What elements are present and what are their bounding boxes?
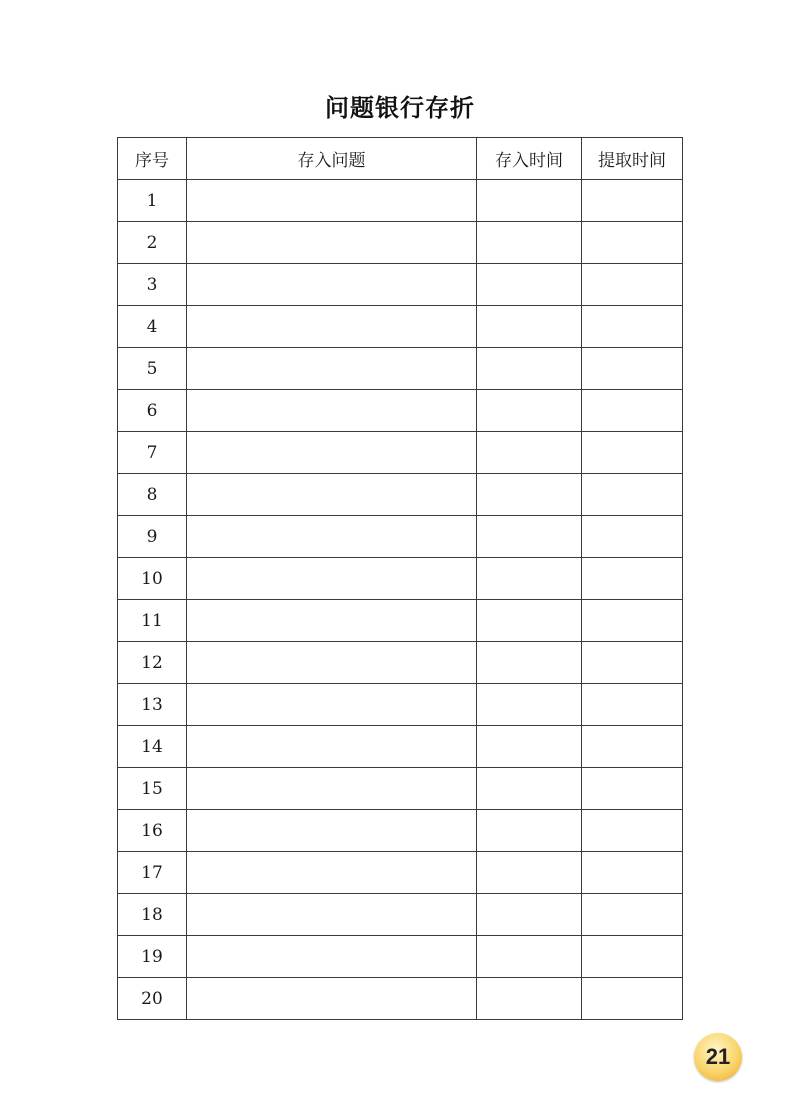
question-cell[interactable] [187,936,477,978]
row-index: 9 [118,516,187,558]
deposit-time-cell[interactable] [477,264,582,306]
deposit-time-cell[interactable] [477,684,582,726]
question-cell[interactable] [187,432,477,474]
withdraw-time-cell[interactable] [582,852,683,894]
row-index: 17 [118,852,187,894]
row-index: 8 [118,474,187,516]
row-index: 6 [118,390,187,432]
deposit-time-cell[interactable] [477,222,582,264]
question-cell[interactable] [187,558,477,600]
withdraw-time-cell[interactable] [582,432,683,474]
withdraw-time-cell[interactable] [582,642,683,684]
row-index: 16 [118,810,187,852]
row-index: 10 [118,558,187,600]
header-row [118,138,683,180]
question-cell[interactable] [187,600,477,642]
row-index: 1 [118,180,187,222]
row-index: 15 [118,768,187,810]
header-deposit-time: 存入时间 [477,138,582,180]
table-row [118,768,683,810]
table-row [118,306,683,348]
question-cell[interactable] [187,726,477,768]
deposit-time-cell[interactable] [477,348,582,390]
deposit-time-cell[interactable] [477,306,582,348]
row-index: 11 [118,600,187,642]
question-cell[interactable] [187,390,477,432]
withdraw-time-cell[interactable] [582,348,683,390]
page-title: 问题银行存折 [325,94,475,122]
row-index: 18 [118,894,187,936]
header-index: 序号 [118,138,187,180]
question-cell[interactable] [187,516,477,558]
table-row [118,264,683,306]
deposit-time-cell[interactable] [477,600,582,642]
withdraw-time-cell[interactable] [582,516,683,558]
question-cell[interactable] [187,306,477,348]
row-index: 14 [118,726,187,768]
table-row [118,348,683,390]
table-row [118,600,683,642]
header-withdraw-time: 提取时间 [582,138,683,180]
deposit-time-cell[interactable] [477,180,582,222]
deposit-time-cell[interactable] [477,390,582,432]
withdraw-time-cell[interactable] [582,894,683,936]
withdraw-time-cell[interactable] [582,726,683,768]
row-index: 20 [118,978,187,1020]
deposit-time-cell[interactable] [477,768,582,810]
table-row [118,936,683,978]
table-row [118,516,683,558]
withdraw-time-cell[interactable] [582,936,683,978]
question-cell[interactable] [187,978,477,1020]
table-row [118,432,683,474]
withdraw-time-cell[interactable] [582,768,683,810]
question-cell[interactable] [187,264,477,306]
table-body [118,180,683,1020]
header-question: 存入问题 [187,138,477,180]
deposit-time-cell[interactable] [477,474,582,516]
question-cell[interactable] [187,684,477,726]
table-row [118,222,683,264]
row-index: 19 [118,936,187,978]
row-index: 7 [118,432,187,474]
table-row [118,180,683,222]
question-cell[interactable] [187,474,477,516]
withdraw-time-cell[interactable] [582,474,683,516]
question-cell[interactable] [187,768,477,810]
withdraw-time-cell[interactable] [582,558,683,600]
table-row [118,684,683,726]
deposit-time-cell[interactable] [477,516,582,558]
withdraw-time-cell[interactable] [582,978,683,1020]
table-row [118,390,683,432]
row-index: 13 [118,684,187,726]
table-row [118,558,683,600]
withdraw-time-cell[interactable] [582,180,683,222]
table-row [118,474,683,516]
deposit-time-cell[interactable] [477,894,582,936]
table-row [118,852,683,894]
withdraw-time-cell[interactable] [582,810,683,852]
row-index: 3 [118,264,187,306]
table-row [118,894,683,936]
withdraw-time-cell[interactable] [582,264,683,306]
deposit-time-cell[interactable] [477,642,582,684]
question-cell[interactable] [187,642,477,684]
row-index: 4 [118,306,187,348]
question-cell[interactable] [187,222,477,264]
question-cell[interactable] [187,852,477,894]
question-cell[interactable] [187,348,477,390]
deposit-time-cell[interactable] [477,852,582,894]
withdraw-time-cell[interactable] [582,390,683,432]
deposit-time-cell[interactable] [477,432,582,474]
question-bank-table [117,137,683,1020]
question-cell[interactable] [187,894,477,936]
deposit-time-cell[interactable] [477,810,582,852]
withdraw-time-cell[interactable] [582,684,683,726]
row-index: 5 [118,348,187,390]
deposit-time-cell[interactable] [477,726,582,768]
withdraw-time-cell[interactable] [582,306,683,348]
row-index: 12 [118,642,187,684]
withdraw-time-cell[interactable] [582,222,683,264]
question-cell[interactable] [187,810,477,852]
table-row [118,642,683,684]
deposit-time-cell[interactable] [477,936,582,978]
deposit-time-cell[interactable] [477,558,582,600]
table-row [118,810,683,852]
deposit-time-cell[interactable] [477,978,582,1020]
withdraw-time-cell[interactable] [582,600,683,642]
row-index: 2 [118,222,187,264]
table-row [118,726,683,768]
table-row [118,978,683,1020]
question-cell[interactable] [187,180,477,222]
page-number-badge: 21 [694,1033,742,1081]
